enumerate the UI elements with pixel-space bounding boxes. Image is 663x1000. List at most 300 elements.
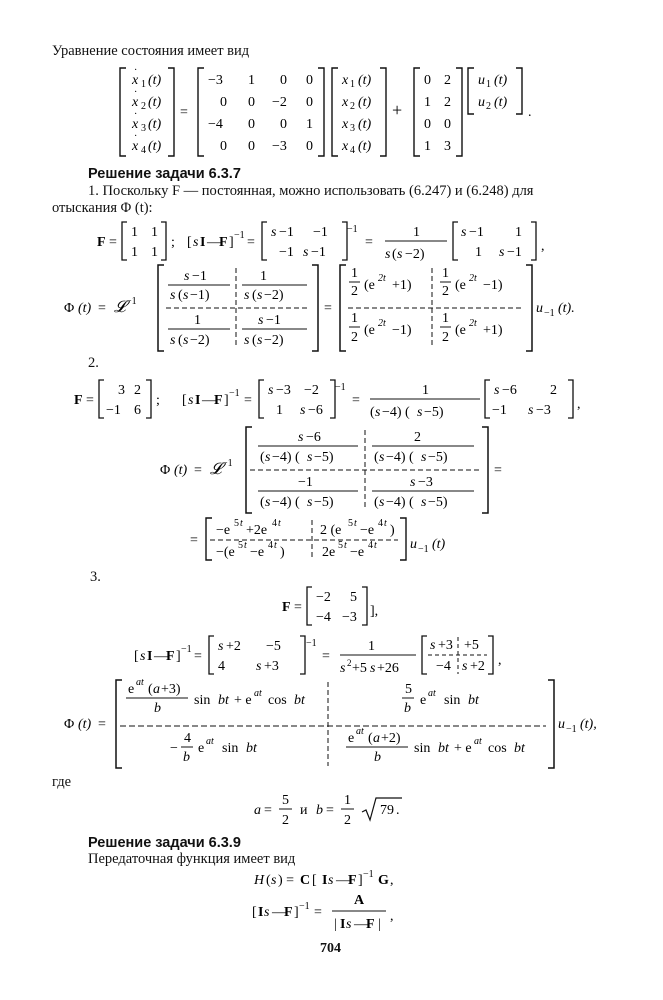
svg-text:4: 4 xyxy=(368,540,373,551)
svg-text:−5): −5) xyxy=(428,450,448,465)
svg-text:F: F xyxy=(214,393,223,408)
svg-text:5: 5 xyxy=(350,590,357,605)
svg-text:t: t xyxy=(244,540,247,551)
svg-text:at: at xyxy=(206,736,214,747)
svg-text:—: — xyxy=(272,905,286,920)
svg-text:s: s xyxy=(461,225,467,240)
svg-text:F: F xyxy=(219,235,228,250)
svg-text:=: = xyxy=(264,803,272,818)
svg-text:(: ( xyxy=(260,495,265,510)
svg-text:−3: −3 xyxy=(208,73,223,88)
svg-text:−1: −1 xyxy=(279,245,294,260)
svg-text:x: x xyxy=(132,95,139,110)
svg-text:(: ( xyxy=(374,495,379,510)
svg-text:F: F xyxy=(366,917,375,932)
svg-text:s: s xyxy=(244,333,250,348)
svg-text:F: F xyxy=(348,873,357,888)
formula-item3-F xyxy=(280,583,400,629)
svg-text:1: 1 xyxy=(351,311,358,326)
svg-text:−1: −1 xyxy=(229,388,240,399)
svg-text:x: x xyxy=(342,117,349,132)
svg-text:=: = xyxy=(98,301,106,316)
svg-text:−2: −2 xyxy=(316,590,331,605)
svg-text:+2): +2) xyxy=(381,731,401,746)
svg-text:]: ] xyxy=(358,873,363,888)
svg-text:s: s xyxy=(188,393,194,408)
svg-text:—: — xyxy=(154,649,168,664)
svg-text:−6: −6 xyxy=(502,383,517,398)
svg-text:a: a xyxy=(153,682,160,697)
svg-text:) =: ) = xyxy=(278,873,295,888)
transfer-function-intro: Передаточная функция имеет вид xyxy=(88,851,296,867)
svg-text:2: 2 xyxy=(141,101,146,112)
svg-text:(: ( xyxy=(260,450,265,465)
svg-text:(t): (t) xyxy=(432,537,446,552)
svg-text:s: s xyxy=(528,403,534,418)
svg-text:𝓛: 𝓛 xyxy=(114,299,126,316)
svg-text:+2e: +2e xyxy=(246,523,268,538)
formula-item2-resolvent xyxy=(72,376,612,422)
svg-text:+ e: + e xyxy=(234,693,252,708)
svg-text:4: 4 xyxy=(141,145,146,156)
svg-text:,: , xyxy=(390,909,394,924)
section-heading-637: Решение задачи 6.3.7 xyxy=(88,166,241,182)
svg-text:s: s xyxy=(494,383,500,398)
formula-inverse-adjugate xyxy=(250,890,430,934)
svg-text:a: a xyxy=(373,731,380,746)
svg-text:0: 0 xyxy=(306,73,313,88)
svg-text:−4) (: −4) ( xyxy=(272,495,300,510)
svg-text:(: ( xyxy=(178,333,183,348)
svg-text:5: 5 xyxy=(234,518,239,529)
svg-text:(t): (t) xyxy=(494,95,508,110)
svg-text:−1: −1 xyxy=(347,224,358,235)
svg-text:−4: −4 xyxy=(208,117,223,132)
svg-text:(: ( xyxy=(374,450,379,465)
svg-text:−5: −5 xyxy=(266,639,281,654)
svg-text:1: 1 xyxy=(413,225,420,240)
svg-text:s: s xyxy=(375,405,381,420)
svg-text:−1: −1 xyxy=(106,403,121,418)
svg-text:bt: bt xyxy=(218,693,229,708)
svg-text:1: 1 xyxy=(442,266,449,281)
svg-text:s: s xyxy=(244,288,250,303)
svg-text:−1: −1 xyxy=(192,269,207,284)
svg-text:s: s xyxy=(379,495,385,510)
svg-text:.: . xyxy=(528,105,532,120)
svg-text:e: e xyxy=(420,693,427,708)
svg-text:+26: +26 xyxy=(377,661,399,676)
svg-text:0: 0 xyxy=(220,95,227,110)
svg-text:bt: bt xyxy=(514,741,525,756)
svg-text:s: s xyxy=(397,247,403,262)
svg-text:s: s xyxy=(410,475,416,490)
svg-text:s: s xyxy=(170,288,176,303)
svg-text:]: ] xyxy=(176,649,181,664)
svg-text:+2: +2 xyxy=(470,659,485,674)
svg-text:=: = xyxy=(98,717,106,732)
svg-text:−5): −5) xyxy=(314,495,334,510)
svg-text:1: 1 xyxy=(486,79,491,90)
svg-text:2t: 2t xyxy=(378,318,386,329)
svg-text:−e: −e xyxy=(216,523,231,538)
svg-text:x: x xyxy=(132,117,139,132)
svg-text:e: e xyxy=(348,731,355,746)
svg-text:x: x xyxy=(342,139,349,154)
svg-text:(t): (t) xyxy=(78,717,92,732)
svg-text:−3: −3 xyxy=(342,610,357,625)
svg-text:s: s xyxy=(300,403,306,418)
svg-text:(t): (t) xyxy=(78,301,92,316)
svg-text:t: t xyxy=(240,518,243,529)
svg-text:4: 4 xyxy=(350,145,355,156)
svg-text:=: = xyxy=(352,393,360,408)
svg-text:;: ; xyxy=(156,393,160,408)
svg-text:—: — xyxy=(207,235,221,250)
svg-text:−1: −1 xyxy=(507,245,522,260)
svg-text:(t): (t) xyxy=(358,117,372,132)
svg-text:−6: −6 xyxy=(306,430,321,445)
svg-text:−1: −1 xyxy=(492,403,507,418)
svg-text:−4: −4 xyxy=(436,659,451,674)
svg-text:5: 5 xyxy=(238,540,243,551)
svg-text:I: I xyxy=(340,917,346,932)
svg-text:−3: −3 xyxy=(418,475,433,490)
svg-text:0: 0 xyxy=(280,117,287,132)
svg-text:1: 1 xyxy=(248,73,255,88)
svg-text:a: a xyxy=(254,803,261,818)
svg-text:(e: (e xyxy=(455,278,466,293)
svg-text:−6: −6 xyxy=(308,403,323,418)
svg-text:],: ], xyxy=(370,604,379,619)
svg-text:−3: −3 xyxy=(276,383,291,398)
svg-text:t: t xyxy=(274,540,277,551)
svg-text:2 (e: 2 (e xyxy=(320,523,342,538)
svg-text:2t: 2t xyxy=(378,273,386,284)
svg-text:3: 3 xyxy=(118,383,125,398)
svg-text:s: s xyxy=(140,649,146,664)
svg-text:+1): +1) xyxy=(392,278,412,293)
svg-text:s: s xyxy=(257,288,263,303)
svg-text:,: , xyxy=(498,653,502,668)
svg-text:x: x xyxy=(342,73,349,88)
svg-text:4: 4 xyxy=(378,518,383,529)
svg-text:t: t xyxy=(384,518,387,529)
svg-text:−5): −5) xyxy=(314,450,334,465)
svg-text:—: — xyxy=(354,917,368,932)
svg-text:=: = xyxy=(194,649,202,664)
svg-text:−2: −2 xyxy=(272,95,287,110)
svg-text:−(e: −(e xyxy=(216,545,235,560)
svg-text:·: · xyxy=(134,109,138,120)
svg-text:−1: −1 xyxy=(298,475,313,490)
formula-transfer-function xyxy=(252,866,452,890)
svg-text:I: I xyxy=(200,235,206,250)
svg-text:2e: 2e xyxy=(322,545,336,560)
svg-text:s: s xyxy=(264,905,270,920)
svg-text:0: 0 xyxy=(248,95,255,110)
svg-text:1: 1 xyxy=(424,95,431,110)
svg-text:·: · xyxy=(134,131,138,142)
svg-text:(: ( xyxy=(252,288,257,303)
svg-text:.: . xyxy=(396,803,400,818)
svg-text:s: s xyxy=(421,450,427,465)
svg-text:1: 1 xyxy=(368,639,375,654)
svg-text:1: 1 xyxy=(151,225,158,240)
svg-text:]: ] xyxy=(294,905,299,920)
svg-text:s: s xyxy=(258,313,264,328)
svg-text:F: F xyxy=(97,235,106,250)
svg-text:+ e: + e xyxy=(454,741,472,756)
svg-text:5: 5 xyxy=(405,682,412,697)
svg-text:(t): (t) xyxy=(148,95,162,110)
svg-text:1: 1 xyxy=(141,79,146,90)
svg-text:u: u xyxy=(558,717,565,732)
svg-text:−1): −1) xyxy=(483,278,503,293)
svg-text:−4) (: −4) ( xyxy=(386,450,414,465)
svg-text:−4) (: −4) ( xyxy=(386,495,414,510)
svg-text:−1: −1 xyxy=(234,230,245,241)
formula-item2-phi xyxy=(158,424,518,516)
svg-text:[: [ xyxy=(187,235,192,250)
svg-text:Φ: Φ xyxy=(64,301,75,316)
svg-text:−4: −4 xyxy=(316,610,331,625)
svg-text:(t): (t) xyxy=(358,95,372,110)
svg-text:−4) (: −4) ( xyxy=(382,405,410,420)
svg-text:e: e xyxy=(198,741,205,756)
svg-text:(: ( xyxy=(178,288,183,303)
svg-text:s: s xyxy=(170,333,176,348)
svg-text:1: 1 xyxy=(351,266,358,281)
svg-text:): ) xyxy=(280,545,285,560)
svg-text:b: b xyxy=(316,803,323,818)
svg-text:=: = xyxy=(194,463,202,478)
svg-text:I: I xyxy=(322,873,328,888)
svg-text:x: x xyxy=(132,139,139,154)
svg-text:(: ( xyxy=(252,333,257,348)
svg-text:·: · xyxy=(134,87,138,98)
svg-text:(t): (t) xyxy=(174,463,188,478)
svg-text:=: = xyxy=(180,105,188,120)
svg-text:0: 0 xyxy=(444,117,451,132)
svg-text:s: s xyxy=(193,235,199,250)
svg-text:|: | xyxy=(378,917,381,932)
svg-text:−2): −2) xyxy=(190,333,210,348)
svg-text:и: и xyxy=(300,803,308,818)
svg-text:−1: −1 xyxy=(566,724,577,735)
svg-text:(: ( xyxy=(368,731,373,746)
svg-text:): ) xyxy=(390,523,395,538)
svg-text:s: s xyxy=(307,495,313,510)
svg-text:4: 4 xyxy=(184,731,191,746)
svg-text:4: 4 xyxy=(218,659,225,674)
svg-text:s: s xyxy=(183,333,189,348)
where-word: где xyxy=(52,774,72,790)
svg-text:at: at xyxy=(356,726,364,737)
svg-text:s: s xyxy=(328,873,334,888)
svg-text:6: 6 xyxy=(134,403,141,418)
svg-text:0: 0 xyxy=(248,117,255,132)
svg-text:+5: +5 xyxy=(464,638,479,653)
svg-text:I: I xyxy=(147,649,153,664)
state-equation xyxy=(110,64,550,160)
svg-text:79: 79 xyxy=(380,803,394,818)
svg-text:s: s xyxy=(268,383,274,398)
svg-text:1: 1 xyxy=(475,245,482,260)
svg-text:,: , xyxy=(541,239,545,254)
svg-text:2: 2 xyxy=(442,284,449,299)
svg-text:(: ( xyxy=(266,873,271,888)
svg-text:G: G xyxy=(378,873,389,888)
svg-text:cos: cos xyxy=(488,741,507,756)
svg-text:s: s xyxy=(271,873,277,888)
svg-text:2: 2 xyxy=(351,330,358,345)
svg-text:s: s xyxy=(462,659,468,674)
svg-text:s: s xyxy=(499,245,505,260)
svg-text:2: 2 xyxy=(414,430,421,445)
svg-text:s: s xyxy=(256,659,262,674)
svg-text:(t): (t) xyxy=(358,73,372,88)
svg-text:bt: bt xyxy=(438,741,449,756)
svg-text:0: 0 xyxy=(248,139,255,154)
svg-text:−5): −5) xyxy=(428,495,448,510)
svg-text:u: u xyxy=(478,73,485,88)
svg-text:(e: (e xyxy=(364,278,375,293)
page-number: 704 xyxy=(320,941,341,956)
svg-text:1: 1 xyxy=(131,225,138,240)
svg-text:e: e xyxy=(128,682,135,697)
svg-text:𝓛: 𝓛 xyxy=(210,461,222,478)
svg-text:−2): −2) xyxy=(264,288,284,303)
svg-text:2t: 2t xyxy=(469,318,477,329)
svg-text:−1): −1) xyxy=(392,323,412,338)
svg-text:u: u xyxy=(478,95,485,110)
svg-text:−4) (: −4) ( xyxy=(272,450,300,465)
svg-text:1: 1 xyxy=(424,139,431,154)
svg-text:[: [ xyxy=(252,905,257,920)
svg-text:(t).: (t). xyxy=(558,301,575,316)
svg-text:at: at xyxy=(428,688,436,699)
svg-text:(t): (t) xyxy=(148,117,162,132)
svg-text:b: b xyxy=(154,701,161,716)
svg-text:−3: −3 xyxy=(272,139,287,154)
svg-text:C: C xyxy=(300,873,311,888)
svg-text:−1: −1 xyxy=(311,245,326,260)
svg-text:u: u xyxy=(536,301,543,316)
svg-text:−e: −e xyxy=(250,545,265,560)
svg-text:5: 5 xyxy=(282,793,289,808)
svg-text:1: 1 xyxy=(306,117,313,132)
svg-text:sin: sin xyxy=(222,741,239,756)
svg-text:s: s xyxy=(340,661,346,676)
svg-text:s: s xyxy=(346,917,352,932)
svg-text:=: = xyxy=(86,393,94,408)
svg-text:2: 2 xyxy=(351,284,358,299)
svg-text:H: H xyxy=(254,873,265,888)
svg-text:−1: −1 xyxy=(299,901,310,912)
svg-text:0: 0 xyxy=(424,73,431,88)
svg-text:bt: bt xyxy=(468,693,479,708)
formula-item1-resolvent xyxy=(95,218,575,264)
svg-text:+5: +5 xyxy=(352,661,367,676)
svg-text:F: F xyxy=(166,649,175,664)
svg-text:s: s xyxy=(271,225,277,240)
svg-text:s: s xyxy=(265,495,271,510)
svg-text:—: — xyxy=(336,873,350,888)
item1-text-cont: отыскания Φ (t): xyxy=(52,200,153,216)
svg-text:4: 4 xyxy=(268,540,273,551)
svg-text:5: 5 xyxy=(338,540,343,551)
svg-text:=: = xyxy=(494,463,502,478)
svg-text:−1: −1 xyxy=(335,382,346,393)
svg-text:2: 2 xyxy=(344,813,351,828)
svg-text:s: s xyxy=(307,450,313,465)
svg-text:−1: −1 xyxy=(266,313,281,328)
svg-text:1: 1 xyxy=(442,311,449,326)
svg-text:(t): (t) xyxy=(494,73,508,88)
svg-text:−1: −1 xyxy=(279,225,294,240)
svg-text:0: 0 xyxy=(220,139,227,154)
svg-text:−1: −1 xyxy=(418,544,429,555)
svg-text:=: = xyxy=(324,301,332,316)
svg-text:Φ: Φ xyxy=(64,717,75,732)
svg-text:[: [ xyxy=(134,649,139,664)
state-equation-intro: Уравнение состояния имеет вид xyxy=(52,43,250,59)
svg-text:s: s xyxy=(379,450,385,465)
svg-text:I: I xyxy=(258,905,264,920)
svg-text:2: 2 xyxy=(134,383,141,398)
svg-text:+2: +2 xyxy=(226,639,241,654)
svg-text:0: 0 xyxy=(306,139,313,154)
svg-text:2: 2 xyxy=(442,330,449,345)
svg-text:x: x xyxy=(342,95,349,110)
svg-text:1: 1 xyxy=(151,245,158,260)
svg-text:−1: −1 xyxy=(544,308,555,319)
svg-text:F: F xyxy=(74,393,83,408)
svg-text:s: s xyxy=(303,245,309,260)
svg-text:1: 1 xyxy=(131,245,138,260)
svg-text:+3: +3 xyxy=(264,659,279,674)
svg-text:F: F xyxy=(282,600,291,615)
svg-text:b: b xyxy=(374,750,381,765)
svg-text:−2: −2 xyxy=(304,383,319,398)
svg-text:−1: −1 xyxy=(313,225,328,240)
svg-text:0: 0 xyxy=(280,73,287,88)
svg-text:5: 5 xyxy=(348,518,353,529)
svg-text:s: s xyxy=(430,638,436,653)
svg-text:s: s xyxy=(298,430,304,445)
svg-text:sin: sin xyxy=(444,693,461,708)
svg-text:+: + xyxy=(392,100,403,120)
svg-text:bt: bt xyxy=(246,741,257,756)
svg-text:0: 0 xyxy=(306,95,313,110)
svg-text:t: t xyxy=(354,518,357,529)
svg-text:b: b xyxy=(183,750,190,765)
svg-text:s: s xyxy=(421,495,427,510)
svg-text:,: , xyxy=(577,397,581,412)
svg-text:sin: sin xyxy=(414,741,431,756)
formula-item1-phi xyxy=(62,262,622,354)
section-heading-639: Решение задачи 6.3.9 xyxy=(88,835,241,851)
svg-text:s: s xyxy=(257,333,263,348)
svg-text:−1: −1 xyxy=(222,458,233,469)
svg-text:—: — xyxy=(202,393,216,408)
svg-text:s: s xyxy=(385,247,391,262)
svg-text:2: 2 xyxy=(550,383,557,398)
svg-text:(e: (e xyxy=(455,323,466,338)
svg-text:sin: sin xyxy=(194,693,211,708)
svg-text:−1: −1 xyxy=(306,638,317,649)
